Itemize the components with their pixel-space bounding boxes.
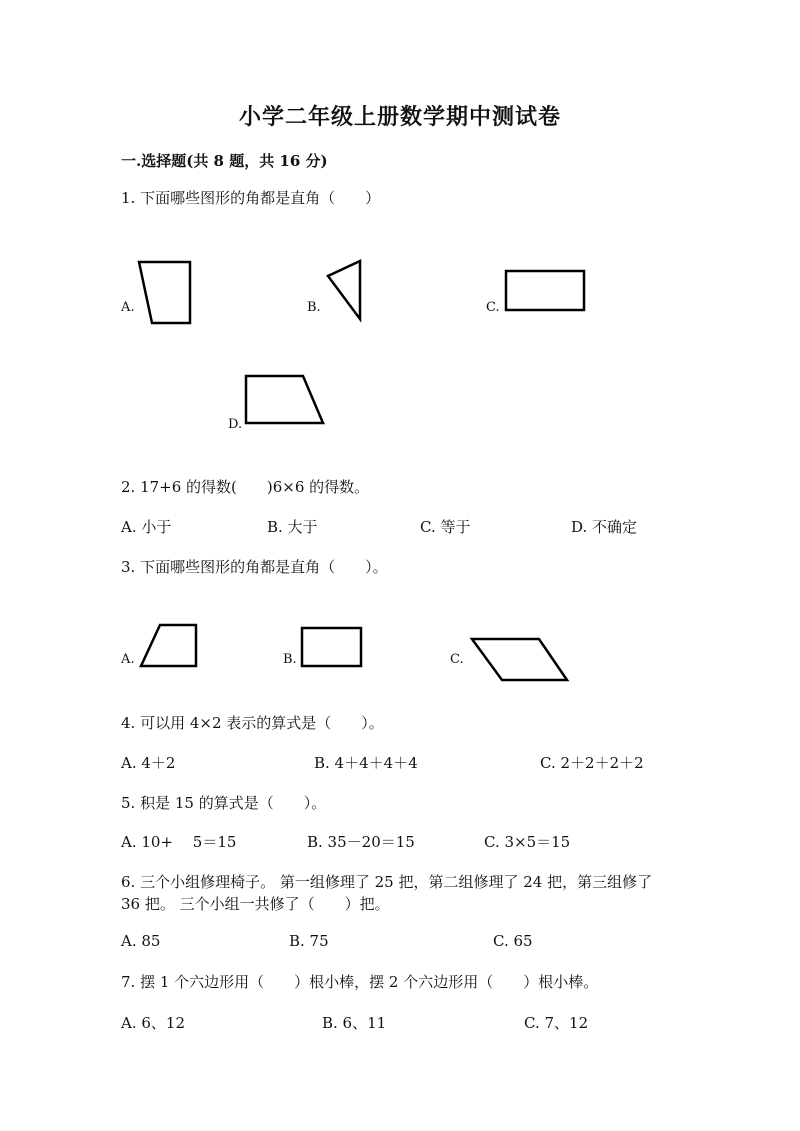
q3-option-c-parallelogram [469,635,571,685]
q3-option-b-label[interactable]: B. [283,652,297,667]
question-4-text: 4. 可以用 4×2 表示的算式是（ ）。 [121,714,384,732]
page-title: 小学二年级上册数学期中测试卷 [238,104,561,130]
question-3-text: 3. 下面哪些图形的角都是直角（ ）。 [121,558,388,576]
q4-option-b[interactable]: B. 4＋4＋4＋4 [314,754,418,772]
q3-option-a-trapezoid [138,622,200,670]
q7-option-c[interactable]: C. 7、12 [524,1014,589,1032]
section-heading: 一.选择题(共 8 题，共 16 分) [121,152,328,170]
question-2-text: 2. 17+6 的得数( )6×6 的得数。 [121,478,370,496]
q5-option-c[interactable]: C. 3×5＝15 [484,833,571,851]
question-5-text: 5. 积是 15 的算式是（ ）。 [121,794,327,812]
q2-option-a[interactable]: A. 小于 [121,518,172,536]
q1-option-a-quadrilateral [136,258,196,328]
q5-option-b[interactable]: B. 35－20＝15 [307,833,415,851]
q3-option-b-rectangle [299,625,365,670]
q2-option-c[interactable]: C. 等于 [420,518,471,536]
q7-option-b[interactable]: B. 6、11 [322,1014,387,1032]
q1-option-d-trapezoid [243,373,328,428]
q1-option-b-label[interactable]: B. [307,300,321,315]
q5-option-a[interactable]: A. 10+ 5＝15 [121,833,237,851]
q3-option-c-label[interactable]: C. [450,652,464,667]
q6-option-b[interactable]: B. 75 [289,932,329,950]
q1-option-b-triangle [322,256,367,326]
question-1-text: 1. 下面哪些图形的角都是直角（ ） [121,189,381,207]
q1-option-c-label[interactable]: C. [486,300,500,315]
q4-option-a[interactable]: A. 4＋2 [121,754,176,772]
question-6-text-line2: 36 把。 三个小组一共修了（ ）把。 [121,895,390,913]
q6-option-c[interactable]: C. 65 [493,932,533,950]
q1-option-c-rectangle [503,268,588,313]
question-7-text: 7. 摆 1 个六边形用（ ）根小棒，摆 2 个六边形用（ ）根小棒。 [121,973,599,991]
q7-option-a[interactable]: A. 6、12 [121,1014,185,1032]
q2-option-b[interactable]: B. 大于 [267,518,318,536]
q2-option-d[interactable]: D. 不确定 [571,518,638,536]
q4-option-c[interactable]: C. 2＋2＋2＋2 [540,754,644,772]
question-6-text-line1: 6. 三个小组修理椅子。 第一组修理了 25 把，第二组修理了 24 把，第三组修了 [121,873,653,891]
q1-option-a-label[interactable]: A. [121,300,135,315]
q1-option-d-label[interactable]: D. [228,417,243,432]
q6-option-a[interactable]: A. 85 [121,932,161,950]
q3-option-a-label[interactable]: A. [121,652,135,667]
